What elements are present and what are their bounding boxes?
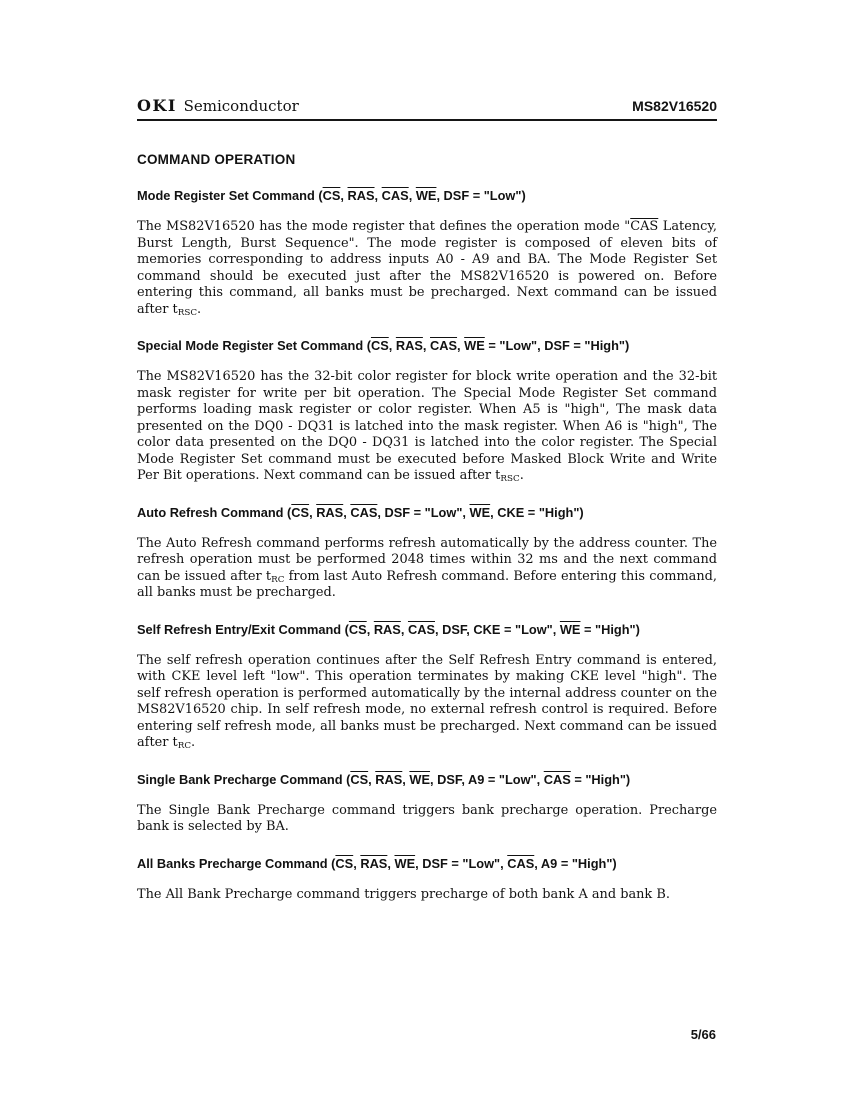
overlined-signal-name: CS bbox=[370, 338, 389, 353]
overlined-signal-name: CAS bbox=[543, 771, 571, 787]
section-paragraph: The Single Bank Precharge command triggers bank precharge operation. Precharge bank is selected by BA. bbox=[137, 802, 717, 834]
section-heading: Special Mode Register Set Command (CS, RAS, CAS, WE = "Low", DSF = "High") bbox=[137, 338, 630, 353]
overlined-signal-name: CAS bbox=[430, 338, 458, 353]
overlined-signal-name: CAS bbox=[507, 855, 535, 871]
overlined-signal-name: CS bbox=[322, 188, 341, 203]
page-title: COMMAND OPERATION bbox=[137, 152, 296, 167]
section-heading: Self Refresh Entry/Exit Command (CS, RAS, CAS, DSF, CKE = "Low", WE = "High") bbox=[137, 621, 640, 637]
overlined-signal-name: WE bbox=[469, 504, 491, 520]
overlined-signal-name: CAS bbox=[350, 504, 378, 520]
section-heading: Single Bank Precharge Command (CS, RAS, WE, DSF, A9 = "Low", CAS = "High") bbox=[137, 771, 631, 787]
header-divider bbox=[137, 119, 717, 121]
timing-parameter-subscript: RSC bbox=[177, 307, 198, 318]
part-number: MS82V16520 bbox=[632, 98, 717, 114]
section-paragraph: The MS82V16520 has the 32-bit color register for block write operation and the 32-bit mask register for write per bit operation. The Special Mode Register Set command performs loading mask register or color register. When A5 is "high", The mask data presented on the DQ0 - DQ31 is latched into the mask register. When A6 is "high", The color data presented on the DQ0 - DQ31 is latched into the color register. The Special Mode Register Set command must be executed before Masked Block Write and Write Per Bit operations. Next command can be issued after $t_{RSC}$. bbox=[137, 369, 717, 485]
overlined-signal-name: WE bbox=[464, 338, 485, 353]
overlined-signal-name: RAS bbox=[347, 188, 375, 203]
overlined-signal-name: CAS bbox=[407, 621, 435, 637]
overlined-signal-name: RAS bbox=[360, 855, 388, 871]
overlined-signal-name: RAS bbox=[375, 771, 403, 787]
section-paragraph: The Auto Refresh command performs refresh automatically by the address counter. The refresh operation must be performed 2048 times within 32 ms and the next command can be issued after $t_{RC}$ from last Auto Refresh command. Before entering this command, all banks must be precharged. bbox=[137, 535, 718, 600]
sections-container bbox=[137, 188, 717, 903]
section-paragraph: The MS82V16520 has the mode register that defines the operation mode "$\overline{CAS}$ Latency, Burst Length, Burst Sequence". The mode register is composed of eleven bits of memories corresponding to address inputs A0 - A9 and BA. The Mode Register Set command should be executed just after the MS82V16520 is powered on. Before entering this command, all banks must be precharged. Next command can be issued after $t_{RSC}$. bbox=[137, 219, 718, 318]
brand-logo bbox=[137, 96, 299, 115]
overlined-signal-name: CS bbox=[350, 771, 369, 787]
section-heading: All Banks Precharge Command (CS, RAS, WE, DSF = "Low", CAS, A9 = "High") bbox=[137, 855, 617, 871]
section-heading: Auto Refresh Command (CS, RAS, CAS, DSF = "Low", WE, CKE = "High") bbox=[137, 504, 584, 520]
overlined-signal-name: RAS bbox=[395, 338, 423, 353]
timing-parameter-subscript: RC bbox=[271, 574, 285, 585]
overlined-signal-name: RAS bbox=[373, 621, 401, 637]
overlined-signal-name: CS bbox=[335, 855, 354, 871]
overlined-signal-name: $\overline{CAS}$ bbox=[630, 219, 659, 234]
overlined-signal-name: WE bbox=[415, 188, 437, 203]
page-content bbox=[137, 96, 717, 923]
overlined-signal-name: WE bbox=[409, 771, 431, 787]
page-header bbox=[137, 96, 717, 115]
overlined-signal-name: WE bbox=[394, 855, 416, 871]
brand-semiconductor: Semiconductor bbox=[183, 97, 299, 115]
overlined-signal-name: RAS bbox=[316, 504, 344, 520]
overlined-signal-name: WE bbox=[559, 621, 581, 637]
section-heading: Mode Register Set Command (CS, RAS, CAS, WE, DSF = "Low") bbox=[137, 188, 526, 203]
overlined-signal-name: CS bbox=[291, 504, 310, 520]
timing-parameter-subscript: RC bbox=[177, 741, 192, 752]
timing-parameter-subscript: RSC bbox=[500, 474, 520, 485]
overlined-signal-name: CS bbox=[348, 621, 367, 637]
overlined-signal-name: CAS bbox=[381, 188, 409, 203]
brand-oki: OKI bbox=[137, 96, 177, 115]
page-number: 5/66 bbox=[690, 1027, 716, 1042]
section-paragraph: The All Bank Precharge command triggers precharge of both bank A and bank B. bbox=[137, 886, 670, 902]
section-paragraph: The self refresh operation continues after the Self Refresh Entry command is entered, with CKE level left "low". This operation terminates by making CKE level "high". The self refresh operation is performed automatically by the internal address counter on the MS82V16520 chip. In self refresh mode, no external refresh control is required. Before entering self refresh mode, all banks must be precharged. Next command can be issued after $t_{RC}$. bbox=[137, 652, 717, 752]
